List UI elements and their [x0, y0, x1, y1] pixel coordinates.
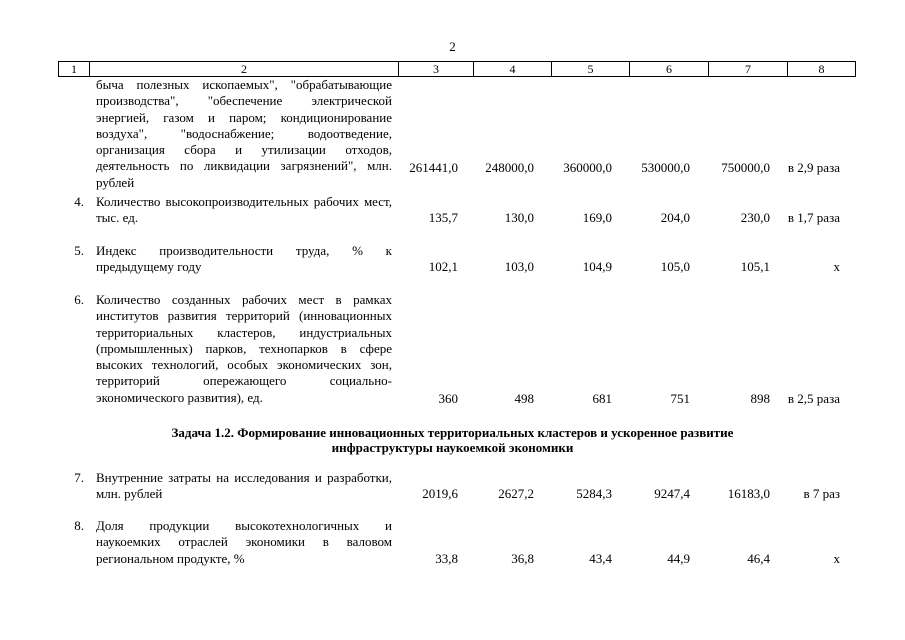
indicator-description: Доля продукции высокотехнологичных и наукоемких отраслей экономики в валовом региональном продукте, % — [96, 518, 392, 566]
value-col-4: 498 — [514, 391, 534, 406]
value-col-5: 5284,3 — [576, 486, 612, 501]
col-header-6: 6 — [630, 62, 709, 77]
value-col-8: в 1,7 раза — [787, 210, 840, 225]
value-col-6: 105,0 — [660, 259, 690, 274]
value-col-8: х — [833, 259, 840, 274]
indicator-description: Количество высокопроизводительных рабочих мест, тыс. ед. — [96, 194, 392, 226]
col-header-5: 5 — [552, 62, 630, 77]
value-col-7: 46,4 — [747, 551, 770, 566]
value-col-5: 360000,0 — [563, 160, 612, 175]
col-header-4: 4 — [474, 62, 552, 77]
indicator-description: Количество созданных рабочих мест в рамках институтов развития территорий (инновационных территориальных кластеров, индустриальных (промышленных) парков, технопарков в сфере высоких технологий, особых экономических зон, территорий опережающего социально-экономического развития), ед. — [96, 292, 392, 405]
value-col-6: 751 — [670, 391, 690, 406]
value-col-7: 16183,0 — [727, 486, 770, 501]
value-col-6: 530000,0 — [641, 160, 690, 175]
value-col-5: 169,0 — [582, 210, 612, 225]
section-title: Задача 1.2. Формирование инновационных территориальных кластеров и ускоренное развитие инфраструктуры наукоемкой экономики — [171, 425, 734, 455]
value-col-8: в 2,5 раза — [787, 391, 840, 406]
row-number: 5. — [74, 243, 84, 258]
column-number-header — [58, 61, 856, 77]
col-header-8: 8 — [788, 62, 856, 77]
value-col-6: 44,9 — [667, 551, 690, 566]
value-col-5: 104,9 — [582, 259, 612, 274]
value-col-5: 43,4 — [589, 551, 612, 566]
value-col-4: 103,0 — [504, 259, 534, 274]
indicator-description: быча полезных ископаемых", "обрабатывающие производства", "обеспечение электрической энергией, газом и паром; кондиционирование воздуха", "водоснабжение; водоотведение, организация сбора и утилизации отходов, деятельность по ликвидации загрязнений", млн. рублей — [96, 77, 392, 190]
value-col-4: 248000,0 — [485, 160, 534, 175]
page-number: 2 — [449, 39, 456, 54]
row-number: 4. — [74, 194, 84, 209]
row-number: 8. — [74, 518, 84, 533]
col-header-7: 7 — [709, 62, 788, 77]
row-number: 6. — [74, 292, 84, 307]
value-col-4: 2627,2 — [498, 486, 534, 501]
value-col-6: 9247,4 — [654, 486, 690, 501]
row-number: 7. — [74, 470, 84, 485]
col-header-3: 3 — [399, 62, 474, 77]
value-col-8: в 2,9 раза — [787, 160, 840, 175]
value-col-3: 33,8 — [435, 551, 458, 566]
value-col-3: 2019,6 — [422, 486, 458, 501]
value-col-4: 36,8 — [511, 551, 534, 566]
col-header-2: 2 — [90, 62, 399, 77]
indicator-description: Внутренние затраты на исследования и разработки, млн. рублей — [96, 470, 392, 502]
value-col-7: 750000,0 — [721, 160, 770, 175]
value-col-7: 230,0 — [740, 210, 770, 225]
value-col-7: 898 — [750, 391, 770, 406]
col-header-1: 1 — [59, 62, 90, 77]
value-col-3: 360 — [438, 391, 458, 406]
value-col-6: 204,0 — [660, 210, 690, 225]
value-col-3: 261441,0 — [409, 160, 458, 175]
value-col-3: 102,1 — [428, 259, 458, 274]
value-col-7: 105,1 — [740, 259, 770, 274]
value-col-4: 130,0 — [504, 210, 534, 225]
indicator-description: Индекс производительности труда, % к предыдущему году — [96, 243, 392, 275]
value-col-8: в 7 раз — [803, 486, 840, 501]
value-col-5: 681 — [592, 391, 612, 406]
value-col-3: 135,7 — [428, 210, 458, 225]
value-col-8: х — [833, 551, 840, 566]
